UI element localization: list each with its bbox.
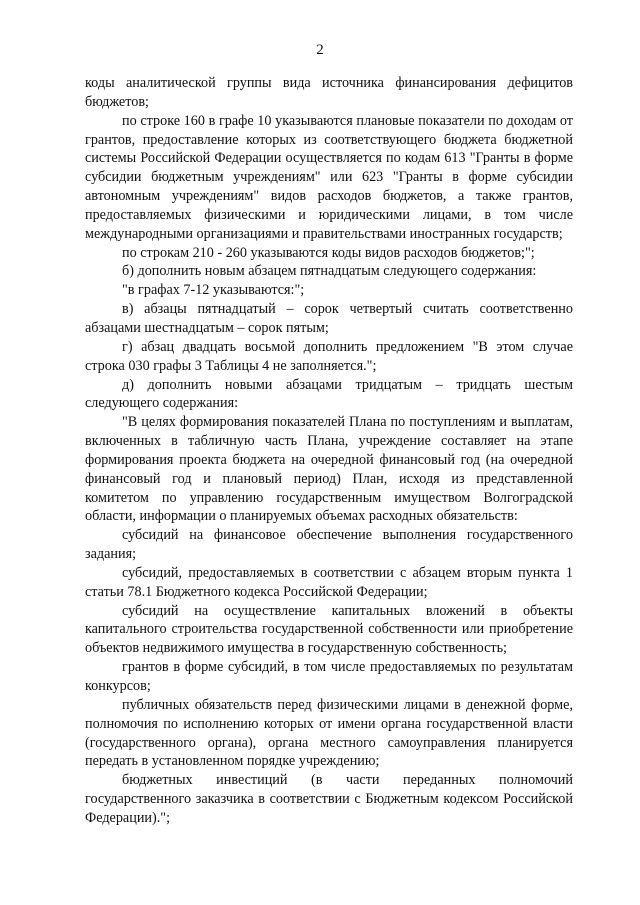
- paragraph-15: бюджетных инвестиций (в части переданных полномочий государственного заказчика в соответствии с Бюджетным кодексом Российской Федерации).";: [85, 772, 573, 826]
- paragraph-12: субсидий на осуществление капитальных вложений в объекты капитального строительства государственной собственности или приобретение объектов недвижимого имущества в государственную собственность;: [85, 602, 573, 657]
- paragraph-2: по строке 160 в графе 10 указываются плановые показатели по доходам от грантов, предоставление которых из соответствующего бюджета бюджетной системы Российской Федерации осуществляется по кодам 613 "Гранты в форме субсидии бюджетным учреждениям" или 623 "Гранты в форме субсидии автономным учреждениям" видов расходов бюджетов, а также грантов, предоставляемых физическими и юридическими лицами, в том числе международными организациями и правительствами иностранных государств;: [85, 112, 573, 242]
- paragraph-5: "в графах 7-12 указываются:";: [122, 282, 305, 299]
- paragraph-4: б) дополнить новым абзацем пятнадцатым следующего содержания:: [122, 263, 537, 280]
- paragraph-13: грантов в форме субсидий, в том числе предоставляемых по результатам конкурсов;: [85, 659, 573, 694]
- paragraph-1: коды аналитической группы вида источника финансирования дефицитов бюджетов;: [85, 75, 573, 110]
- paragraph-14: публичных обязательств перед физическими лицами в денежной форме, полномочия по исполнению которых от имени органа государственной власти (государственного органа), органа местного самоуправления планируется передать в установленном порядке учреждению;: [85, 696, 573, 770]
- document-body: [85, 74, 573, 828]
- page-number: 2: [316, 42, 324, 58]
- paragraph-8: д) дополнить новыми абзацами тридцатым – тридцать шестым следующего содержания:: [85, 376, 573, 412]
- paragraph-7: г) абзац двадцать восьмой дополнить предложением "В этом случае строка 030 графы 3 Таблицы 4 не заполняется.";: [85, 338, 573, 374]
- paragraph-11: субсидий, предоставляемых в соответствии с абзацем вторым пункта 1 статьи 78.1 Бюджетного кодекса Российской Федерации;: [85, 564, 573, 600]
- paragraph-9: "В целях формирования показателей Плана по поступлениям и выплатам, включенных в табличную часть Плана, учреждение составляет на этапе формирования проекта бюджета на очередной финансовый год (на очередной финансовый год и плановый период) План, исходя из представленной комитетом по управлению государственным имуществом Волгоградской области, информации о планируемых объемах расходных обязательств:: [85, 414, 573, 525]
- paragraph-10: субсидий на финансовое обеспечение выполнения государственного задания;: [85, 527, 573, 563]
- paragraph-6: в) абзацы пятнадцатый – сорок четвертый считать соответственно абзацами шестнадцатым – сорок пятым;: [85, 301, 573, 336]
- paragraph-3: по строкам 210 - 260 указываются коды видов расходов бюджетов;";: [122, 244, 535, 261]
